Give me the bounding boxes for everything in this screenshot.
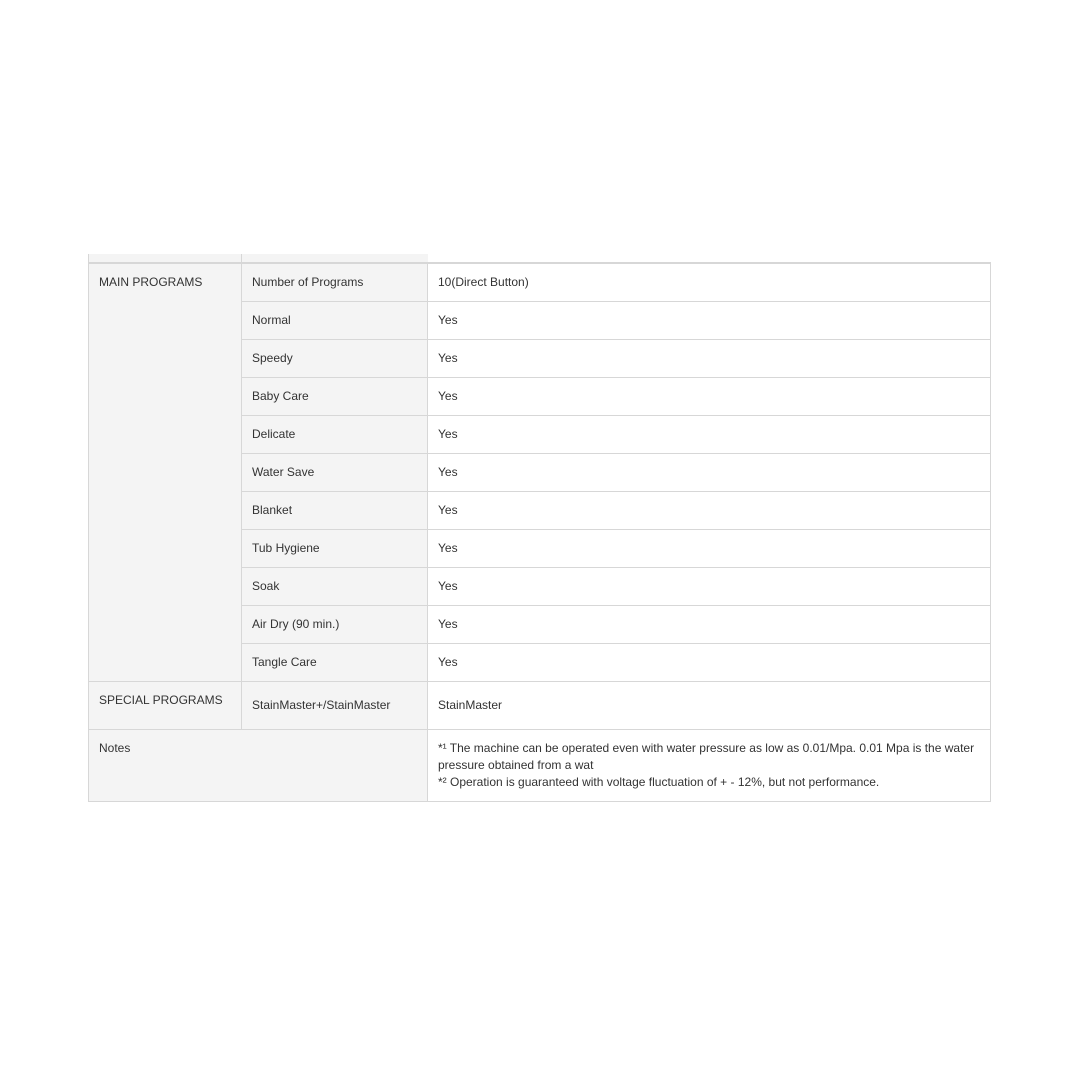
spec-value: StainMaster xyxy=(428,682,991,730)
notes-label: Notes xyxy=(89,730,428,802)
section-category: MAIN PROGRAMS xyxy=(89,264,242,682)
spec-row xyxy=(89,264,991,302)
notes-value xyxy=(428,730,991,802)
spec-label: Tangle Care xyxy=(242,644,428,682)
spec-value: Yes xyxy=(428,644,991,682)
notes-row xyxy=(89,730,991,802)
spec-label: Blanket xyxy=(242,492,428,530)
spec-label: Soak xyxy=(242,568,428,606)
spec-value: Yes xyxy=(428,606,991,644)
spec-label: Tub Hygiene xyxy=(242,530,428,568)
spec-label: Baby Care xyxy=(242,378,428,416)
note-line-1: *¹ The machine can be operated even with water pressure as low as 0.01/Mpa. 0.01 Mpa is the water pressure obtained from a wat xyxy=(438,741,975,772)
spec-value: Yes xyxy=(428,568,991,606)
spec-value: Yes xyxy=(428,416,991,454)
spec-label: Number of Programs xyxy=(242,264,428,302)
spec-label: Speedy xyxy=(242,340,428,378)
note-line-2: *² Operation is guaranteed with voltage fluctuation of + - 12%, but not performance. xyxy=(438,775,880,789)
spec-value: Yes xyxy=(428,530,991,568)
notes-section xyxy=(89,730,991,802)
spec-table xyxy=(88,263,991,802)
spec-value: Yes xyxy=(428,378,991,416)
spec-table-container xyxy=(88,254,991,802)
spec-table-body xyxy=(89,264,991,730)
spec-value: Yes xyxy=(428,454,991,492)
spec-value: Yes xyxy=(428,492,991,530)
previous-section-stub xyxy=(88,254,991,263)
spec-label: Water Save xyxy=(242,454,428,492)
spec-label: StainMaster+/StainMaster xyxy=(242,682,428,730)
spec-value: 10(Direct Button) xyxy=(428,264,991,302)
spec-label: Normal xyxy=(242,302,428,340)
spec-row xyxy=(89,682,991,730)
stub-label-cell xyxy=(241,254,428,262)
stub-category-cell xyxy=(88,254,241,262)
spec-label: Delicate xyxy=(242,416,428,454)
spec-label: Air Dry (90 min.) xyxy=(242,606,428,644)
section-category: SPECIAL PROGRAMS xyxy=(89,682,242,730)
spec-value: Yes xyxy=(428,302,991,340)
spec-value: Yes xyxy=(428,340,991,378)
